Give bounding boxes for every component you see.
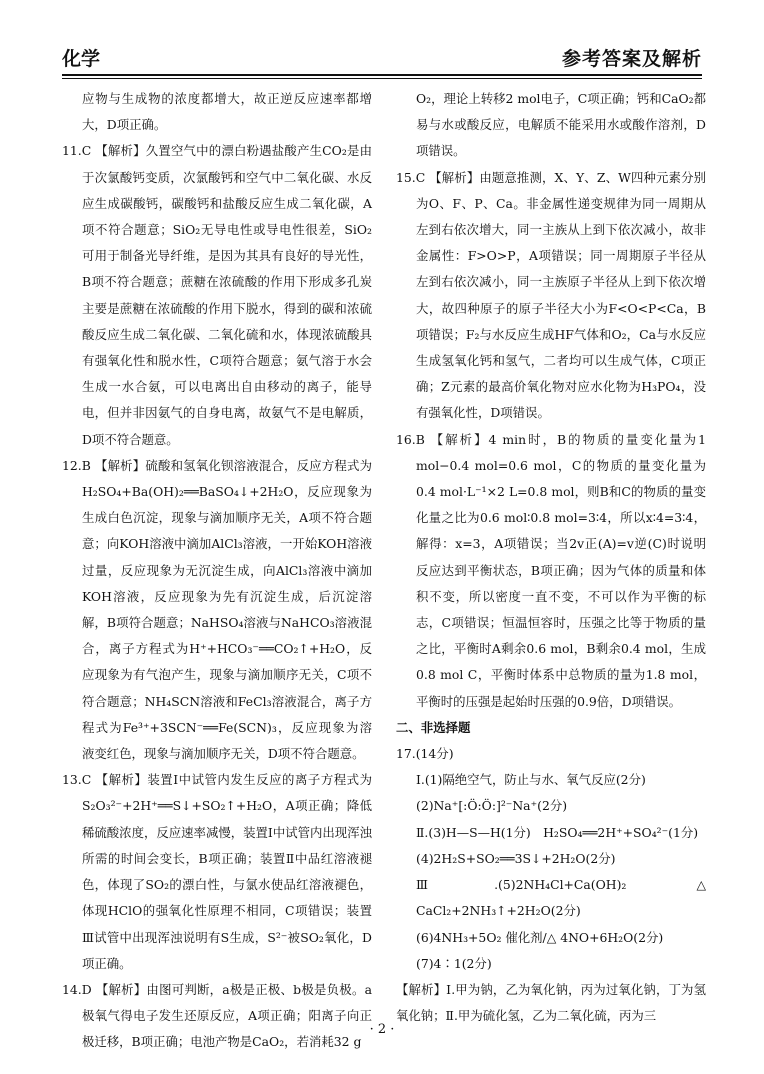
left-column	[62, 86, 372, 1056]
subject-title: 化学	[62, 48, 101, 70]
right-column-paragraph: 17.(14分)	[396, 746, 454, 762]
right-column-paragraph: 二、非选择题	[396, 719, 471, 735]
header-rule-thick	[62, 74, 702, 76]
left-column-paragraph: 11.C 【解析】久置空气中的漂白粉遇盐酸产生CO₂是由于次氯酸钙变质，次氯酸钙和空气中二氧化碳、水反应生成碳酸钙，碳酸钙和盐酸反应生成二氧化碳，A项不符合题意；SiO₂无导电性或导电性很差，SiO₂可用于制备光导纤维，是因为其具有良好的导光性，B项不符合题意；蔗糖在浓硫酸的作用下形成多孔炭主要是蔗糖在浓硫酸的作用下脱水，得到的碳和浓硫酸反应生成二氧化碳、二氧化硫和水，体现浓硫酸具有强氧化性和脱水性，C项符合题意；氨气溶于水会生成一水合氨，可以电离出自由移动的离子，能导电，但并非因氨气的自身电离，故氨气不是电解质，D项不符合题意。	[62, 143, 372, 447]
left-column-paragraph: 12.B 【解析】硫酸和氢氧化钡溶液混合，反应方程式为H₂SO₄+Ba(OH)₂══BaSO₄↓+2H₂O，反应现象为生成白色沉淀，现象与滴加顺序无关，A项不符合题意；向KOH溶液中滴加AlCl₃溶液，一开始KOH溶液过量，反应现象为无沉淀生成，向AlCl₃溶液中滴加KOH溶液，反应现象为先有沉淀生成，后沉淀溶解，B项符合题意；NaHSO₄溶液与NaHCO₃溶液混合，离子方程式为H⁺+HCO₃⁻══CO₂↑+H₂O，反应现象为有气泡产生，现象与滴加顺序无关，C项不符合题意；NH₄SCN溶液和FeCl₃溶液混合，离子方程式为Fe³⁺+3SCN⁻══Fe(SCN)₃，反应现象为溶液变红色，现象与滴加顺序无关，D项不符合题意。	[62, 457, 372, 762]
right-column-paragraph: (2)Na⁺[:Ö:Ö:]²⁻Na⁺(2分)	[416, 798, 568, 814]
right-column-paragraph: 【解析】Ⅰ.甲为钠，乙为氧化钠，丙为过氧化钠，丁为氢氧化钠；Ⅱ.甲为硫化氢，乙为二氧化硫，丙为三	[396, 981, 706, 1024]
right-column-paragraph: O₂，理论上转移2 mol电子，C项正确；钙和CaO₂都易与水或酸反应，电解质不能采用水或酸作溶剂，D项错误。	[416, 91, 706, 159]
left-column-paragraph: 13.C 【解析】装置Ⅰ中试管内发生反应的离子方程式为S₂O₃²⁻+2H⁺══S↓+SO₂↑+H₂O，A项正确；降低稀硫酸浓度，反应速率减慢，装置Ⅰ中试管内出现浑浊所需的时间会变长，B项正确；装置Ⅱ中品红溶液褪色，体现了SO₂的漂白性，与氯水使品红溶液褪色，体现HClO的强氧化性原理不相同，C项错误；装置Ⅲ试管中出现浑浊说明有S生成，S²⁻被SO₂氧化，D项正确。	[62, 772, 372, 971]
page-number: · 2 ·	[369, 1022, 395, 1037]
right-column-paragraph: Ⅰ.(1)隔绝空气，防止与水、氧气反应(2分)	[416, 772, 646, 788]
right-column-paragraph: Ⅲ.(5)2NH₄Cl+Ca(OH)₂ △ CaCl₂+2NH₃↑+2H₂O(2分)	[416, 877, 706, 919]
right-column-paragraph: 16.B 【解析】4 min时，B的物质的量变化量为1 mol−0.4 mol=0.6 mol，C的物质的量变化量为0.4 mol·L⁻¹×2 L=0.8 mol，则B和C的物质的量变化量之比为0.6 mol∶0.8 mol=3∶4，所以x∶4=3∶4，解得：x=3，A项错误；当2v正(A)=v逆(C)时说明反应达到平衡状态，B项正确；因为气体的质量和体积不变，所以密度一直不变，不可以作为平衡的标志，C项错误；恒温恒容时，压强之比等于物质的量之比，平衡时A剩余0.6 mol，B剩余0.4 mol，生成0.8 mol C，平衡时体系中总物质的量为1.8 mol，平衡时的压强是起始时压强的0.9倍，D项错误。	[396, 431, 706, 709]
header-rule-thin	[62, 78, 702, 79]
left-column-paragraph: 应物与生成物的浓度都增大，故正逆反应速率都增大，D项正确。	[82, 91, 372, 133]
right-column-paragraph: (4)2H₂S+SO₂══3S↓+2H₂O(2分)	[416, 850, 616, 866]
right-column-paragraph: (7)4∶1(2分)	[416, 955, 492, 971]
right-column-paragraph: 15.C 【解析】由题意推测，X、Y、Z、W四种元素分别为O、F、P、Ca。非金属性递变规律为同一周期从左到右依次增大，同一主族从上到下依次减小，故非金属性：F>O>P，A项错误；同一周期原子半径从左到右依次减小，同一主族原子半径从上到下依次增大，故四种原子的原子半径大小为F<O<P<Ca，B项错误；F₂与水反应生成HF气体和O₂，Ca与水反应生成氢氧化钙和氢气，二者均可以生成气体，C项正确；Z元素的最高价氧化物对应水化物为H₃PO₄，没有强氧化性，D项错误。	[396, 169, 706, 421]
left-column-paragraph: 14.D 【解析】由图可判断，a极是正极、b极是负极。a极氧气得电子发生还原反应，A项正确；阳离子向正极迁移，B项正确；电池产物是CaO₂，若消耗32 g	[62, 981, 372, 1050]
page-header	[62, 44, 702, 74]
header-title: 参考答案及解析	[561, 48, 702, 70]
right-column-paragraph: Ⅱ.(3)H—S—H(1分) H₂SO₄══2H⁺+SO₄²⁻(1分)	[416, 824, 699, 840]
right-column-paragraph: (6)4NH₃+5O₂ 催化剂/△ 4NO+6H₂O(2分)	[416, 929, 664, 945]
right-column	[396, 86, 706, 1029]
